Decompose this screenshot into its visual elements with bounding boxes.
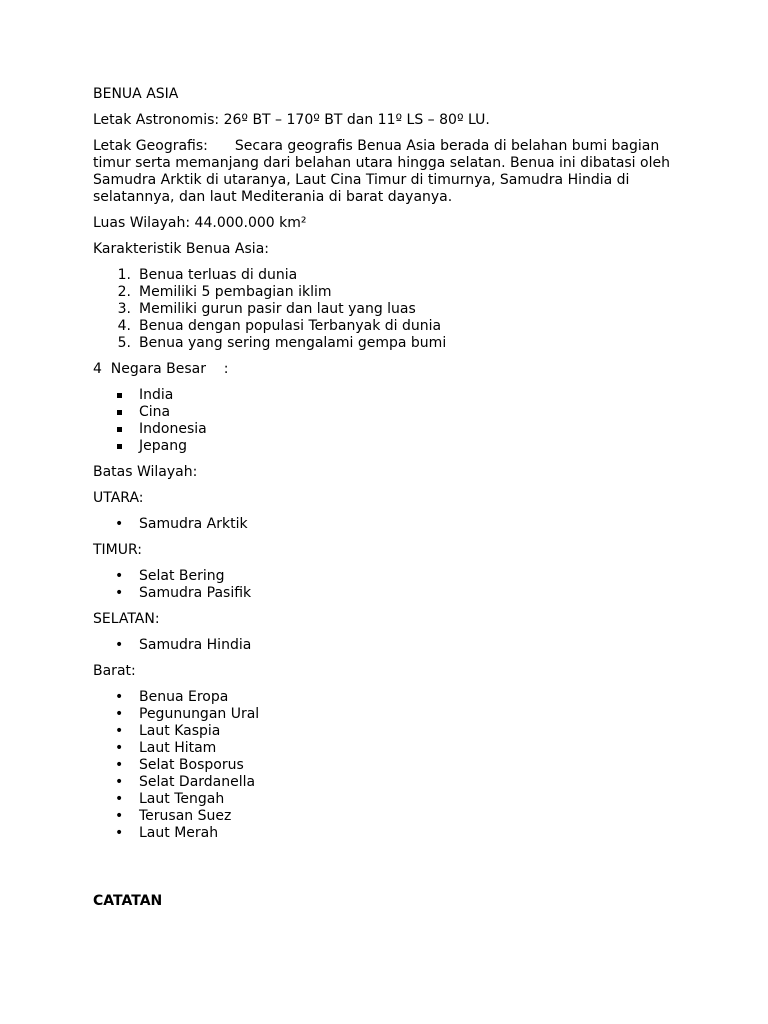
list-item: 2. Memiliki 5 pembagian iklim xyxy=(117,284,332,300)
barat-heading: Barat: xyxy=(93,663,136,679)
batas-heading: Batas Wilayah: xyxy=(93,464,198,480)
negara-heading: 4 Negara Besar : xyxy=(93,361,229,377)
document-title: BENUA ASIA xyxy=(93,86,179,102)
list-item: • Samudra Hindia xyxy=(115,637,252,653)
list-item: • Pegunungan Ural xyxy=(115,706,260,722)
letak-astronomis: Letak Astronomis: 26º BT – 170º BT dan 11º LS – 80º LU. xyxy=(93,112,490,128)
utara-heading: UTARA: xyxy=(93,490,144,506)
barat-list xyxy=(93,689,683,842)
list-item: Jepang xyxy=(93,438,683,455)
list-item: India xyxy=(93,387,683,404)
list-item: • Terusan Suez xyxy=(115,808,232,824)
list-item: • Benua Eropa xyxy=(115,689,229,705)
negara-list xyxy=(93,387,683,455)
list-item: Indonesia xyxy=(93,421,683,438)
square-bullet-icon xyxy=(117,410,122,415)
bullet-icon: • xyxy=(115,757,124,773)
bullet-icon: • xyxy=(115,637,124,653)
bullet-icon: • xyxy=(115,774,124,790)
bullet-icon: • xyxy=(115,808,124,824)
bullet-icon: • xyxy=(115,706,124,722)
karakteristik-heading: Karakteristik Benua Asia: xyxy=(93,241,269,257)
square-bullet-icon xyxy=(117,444,122,449)
karakteristik-list xyxy=(93,267,683,352)
luas-wilayah: Luas Wilayah: 44.000.000 km² xyxy=(93,215,307,231)
list-item: 4. Benua dengan populasi Terbanyak di dunia xyxy=(117,318,442,334)
list-item: • Laut Hitam xyxy=(115,740,217,756)
bullet-icon: • xyxy=(115,585,124,601)
list-item: Cina xyxy=(93,404,683,421)
timur-heading: TIMUR: xyxy=(93,542,143,558)
geografis-label: Letak Geografis: xyxy=(93,138,208,154)
timur-list xyxy=(93,568,683,602)
bullet-icon: • xyxy=(115,791,124,807)
square-bullet-icon xyxy=(117,393,122,398)
list-item: • Laut Merah xyxy=(115,825,219,841)
document-page xyxy=(93,86,683,919)
bullet-icon: • xyxy=(115,568,124,584)
list-item: • Samudra Arktik xyxy=(115,516,248,532)
selatan-list xyxy=(93,637,683,654)
geografis-text: Secara geografis Benua Asia berada di belahan bumi bagian timur serta memanjang dari belahan utara hingga selatan. Benua ini dibatasi oleh Samudra Arktik di utaranya, Laut Cina Timur di timurnya, Samudra Hindia di selatannya, dan laut Mediterania di barat dayanya. xyxy=(93,138,670,205)
bullet-icon: • xyxy=(115,516,124,532)
list-item: • Laut Tengah xyxy=(115,791,225,807)
list-item: • Selat Bering xyxy=(115,568,225,584)
bullet-icon: • xyxy=(115,825,124,841)
letak-geografis xyxy=(93,138,683,206)
list-item: 3. Memiliki gurun pasir dan laut yang luas xyxy=(117,301,416,317)
list-item: • Selat Dardanella xyxy=(115,774,256,790)
list-item: • Laut Kaspia xyxy=(115,723,221,739)
bullet-icon: • xyxy=(115,740,124,756)
bullet-icon: • xyxy=(115,723,124,739)
selatan-heading: SELATAN: xyxy=(93,611,160,627)
list-item: 1. Benua terluas di dunia xyxy=(117,267,298,283)
list-item: 5. Benua yang sering mengalami gempa bumi xyxy=(117,335,447,351)
list-item: • Selat Bosporus xyxy=(115,757,244,773)
catatan-heading: CATATAN xyxy=(93,893,163,909)
utara-list xyxy=(93,516,683,533)
square-bullet-icon xyxy=(117,427,122,432)
bullet-icon: • xyxy=(115,689,124,705)
list-item: • Samudra Pasifik xyxy=(115,585,252,601)
